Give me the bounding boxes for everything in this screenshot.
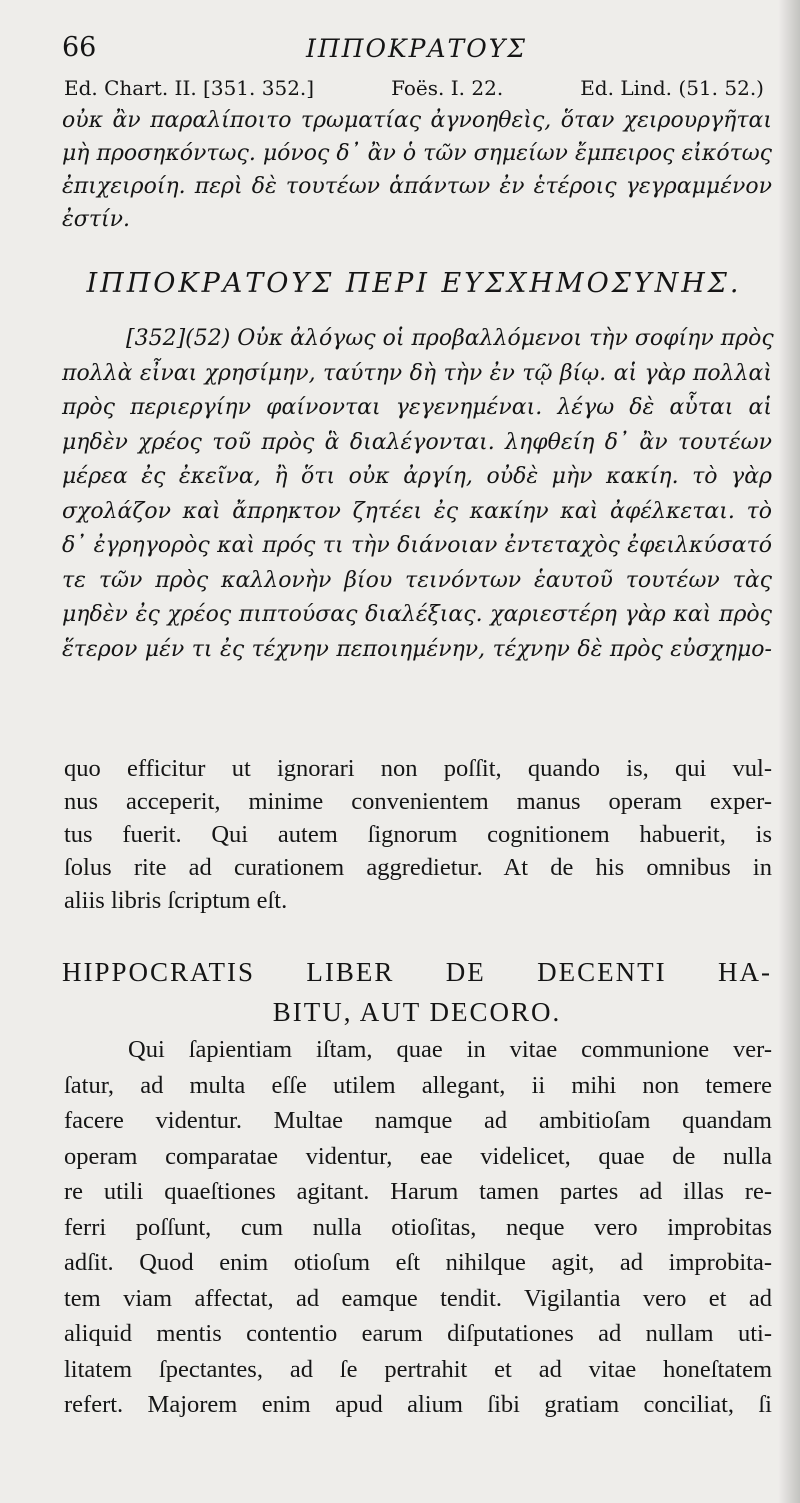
text-line: ferri poſſunt, cum nulla otioſitas, neque vero improbitas <box>64 1213 772 1241</box>
greek-continuation-text <box>62 104 772 236</box>
text-line: tem viam affectat, ad eamque tendit. Vigilantia vero et ad <box>64 1284 772 1312</box>
greek-body-text <box>62 322 772 667</box>
edition-ref-foes: Foës. I. 22. <box>391 76 504 100</box>
text-line: aliis libris ſcriptum eſt. <box>64 887 288 914</box>
text-line: ſolus rite ad curationem aggredietur. At de his omnibus in <box>64 854 772 881</box>
text-line: μηδὲν χρέος τοῦ πρὸς ἃ διαλέγονται. ληφθείη δ᾽ ἂν τουτέων <box>62 429 772 455</box>
text-line: aliquid mentis contentio earum diſputationes ad nullam uti- <box>64 1320 772 1347</box>
edition-references <box>64 76 764 100</box>
text-line: μὴ προσηκόντως. μόνος δ᾽ ἂν ὁ τῶν σημείων ἔμπειρος εἰκότως <box>62 141 772 166</box>
page-edge-shadow <box>778 0 800 1503</box>
title-line: HIPPOCRATIS LIBER DE DECENTI HA- <box>62 957 772 987</box>
text-line: οὐκ ἂν παραλίποιτο τρωματίας ἀγνοηθεὶς, ὅταν χειρουργῆται <box>62 108 772 133</box>
page-number: 66 <box>62 32 97 63</box>
text-line: adſit. Quod enim otioſum eſt nihilque agit, ad improbita- <box>64 1249 772 1276</box>
text-line: ἐπιχειροίη. περὶ δὲ τουτέων ἁπάντων ἐν ἑτέροις γεγραμμένον <box>62 174 772 199</box>
latin-continuation-text <box>64 752 772 917</box>
text-line: δ᾽ ἐγρηγορὸς καὶ πρός τι τὴν διάνοιαν ἐντεταχὸς ἐφειλκύσατό <box>62 533 772 558</box>
text-line: quo efficitur ut ignorari non poſſit, quando is, qui vul- <box>64 755 772 782</box>
text-line: ἕτερον μέν τι ἐς τέχνην πεποιημένην, τέχνην δὲ πρὸς εὐσχημο- <box>62 636 772 662</box>
text-line: ſatur, ad multa eſſe utilem allegant, ii mihi non temere <box>64 1071 772 1099</box>
text-line: τε τῶν πρὸς καλλονὴν βίου τεινόντων ἑαυτοῦ τουτέων τὰς <box>62 567 772 593</box>
edition-ref-lind: Ed. Lind. (51. 52.) <box>580 76 764 100</box>
text-line: [352](52) Οὐκ ἀλόγως οἱ προβαλλόμενοι τὴν σοφίην πρὸς <box>126 326 774 351</box>
text-line: ἐστίν. <box>62 207 130 232</box>
text-line: μηδὲν ἐς χρέος πιπτούσας διαλέξιας. χαριεστέρη γὰρ καὶ πρὸς <box>62 602 772 627</box>
text-line: μέρεα ἐς ἐκεῖνα, ἢ ὅτι οὐκ ἀργίη, οὐδὲ μὴν κακίη. τὸ γὰρ <box>62 464 772 489</box>
text-line: tus fuerit. Qui autem ſignorum cognitionem habuerit, is <box>64 821 772 848</box>
text-line: Qui ſapientiam iſtam, quae in vitae communione ver- <box>128 1036 772 1063</box>
text-line: σχολάζον καὶ ἄπρηκτον ζητέει ἐς κακίην καὶ ἀφέλκεται. τὸ <box>62 498 772 524</box>
text-line: nus acceperit, minime convenientem manus operam exper- <box>64 788 772 815</box>
text-line: πρὸς περιεργίην φαίνονται γεγενημέναι. λέγω δὲ αὗται αἱ <box>62 395 772 420</box>
title-line: BITU, AUT DECORO. <box>272 997 562 1027</box>
text-line: refert. Majorem enim apud alium ſibi gratiam conciliat, ſi <box>64 1391 772 1418</box>
greek-section-title: ΙΠΠΟΚΡΑΤΟΥΣ ΠΕΡΙ ΕΥΣΧΗΜΟΣΥΝΗΣ. <box>86 268 742 299</box>
running-head: ΙΠΠΟΚΡΑΤΟΥΣ <box>306 34 527 63</box>
text-line: πολλὰ εἶναι χρησίμην, ταύτην δὴ τὴν ἐν τῷ βίῳ. αἱ γὰρ πολλαὶ <box>62 360 772 386</box>
edition-ref-chart: Ed. Chart. II. [351. 352.] <box>64 76 315 100</box>
latin-section-title <box>62 952 772 1032</box>
text-line: litatem ſpectantes, ad ſe pertrahit et ad vitae honeſtatem <box>64 1355 772 1383</box>
text-line: facere videntur. Multae namque ad ambitioſam quandam <box>64 1107 772 1134</box>
text-line: re utili quaeſtiones agitant. Harum tamen partes ad illas re- <box>64 1178 772 1205</box>
text-line: operam comparatae videntur, eae videlicet, quae de nulla <box>64 1142 772 1170</box>
latin-body-text <box>64 1032 772 1423</box>
